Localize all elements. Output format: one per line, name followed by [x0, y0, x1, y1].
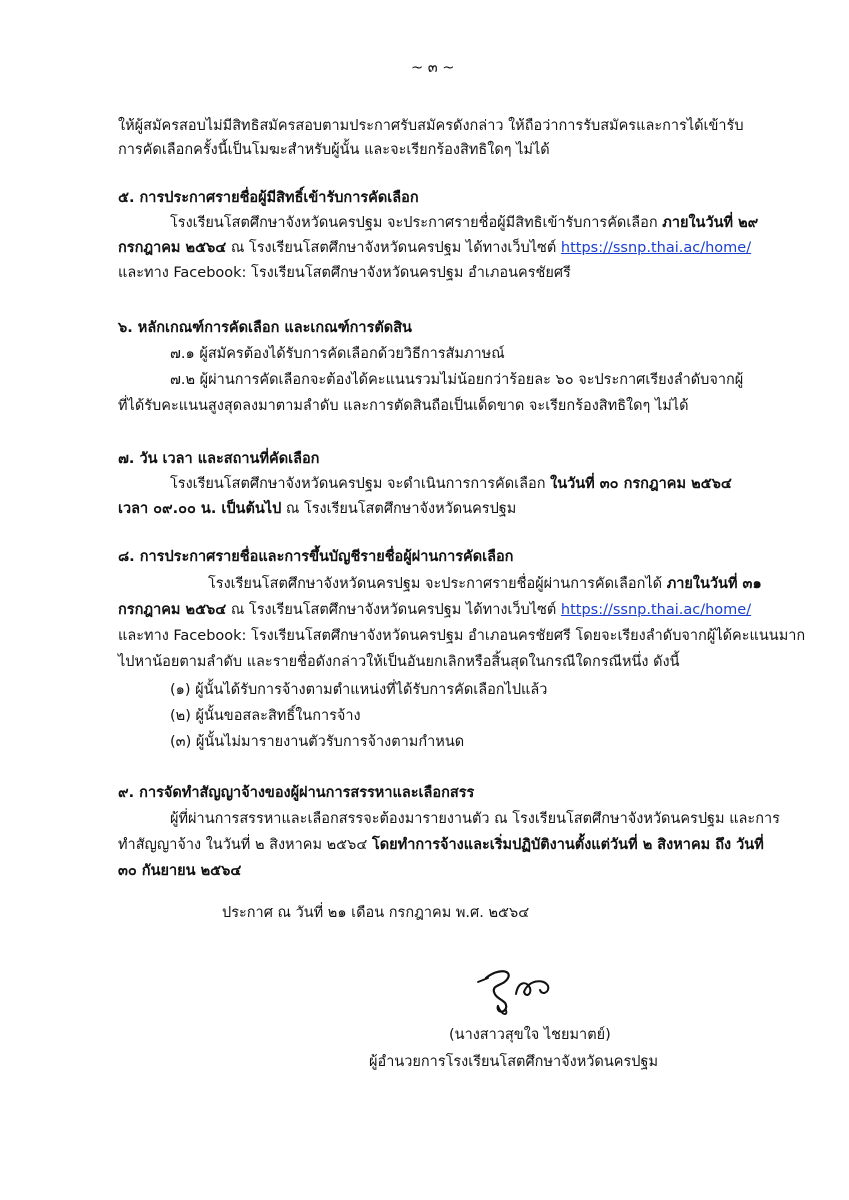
section-9-heading: ๙. การจัดทำสัญญาจ้างของผู้ผ่านการสรรหาและเลือกสรร	[118, 785, 475, 801]
section-8-line-3: และทาง Facebook: โรงเรียนโสตศึกษาจังหวัดนครปฐม อำเภอนครชัยศรี โดยจะเรียงลำดับจากผู้ได้คะแนนมาก	[118, 628, 806, 644]
section-6-item-1: ๗.๑ ผู้สมัครต้องได้รับการคัดเลือกด้วยวิธีการสัมภาษณ์	[170, 346, 505, 362]
section-7-line-2	[118, 499, 516, 519]
section-8-condition-3: (๓) ผู้นั้นไม่มารายงานตัวรับการจ้างตามกำหนด	[170, 734, 465, 750]
section-5-line-3: และทาง Facebook: โรงเรียนโสตศึกษาจังหวัดนครปฐม อำเภอนครชัยศรี	[118, 265, 571, 281]
section-7-text: โรงเรียนโสตศึกษาจังหวัดนครปฐม จะดำเนินการการคัดเลือก	[170, 476, 551, 492]
section-9-line-1: ผู้ที่ผ่านการสรรหาและเลือกสรรจะต้องมารายงานตัว ณ โรงเรียนโสตศึกษาจังหวัดนครปฐม และการ	[170, 811, 780, 827]
section-8-condition-1: (๑) ผู้นั้นได้รับการจ้างตามตำแหน่งที่ได้รับการคัดเลือกไปแล้ว	[170, 682, 548, 698]
section-8-month-bold: กรกฎาคม ๒๕๖๔	[118, 602, 227, 618]
intro-line-2: การคัดเลือกครั้งนี้เป็นโมฆะสำหรับผู้นั้น และจะเรียกร้องสิทธิใดๆ ไม่ได้	[118, 142, 550, 158]
section-5-heading: ๕. การประกาศรายชื่อผู้มีสิทธิ์เข้ารับการคัดเลือก	[118, 190, 419, 206]
section-5-text-2: ณ โรงเรียนโสตศึกษาจังหวัดนครปฐม ได้ทางเว็บไซต์	[226, 240, 561, 256]
signatory-name: (นางสาวสุขใจ ไชยมาตย์)	[449, 1027, 611, 1043]
section-8-line-1	[208, 574, 762, 594]
section-8-line-4: ไปหาน้อยตามลำดับ และรายชื่อดังกล่าวให้เป็นอันยกเลิกหรือสิ้นสุดในกรณีใดกรณีหนึ่ง ดังนี้	[118, 654, 680, 670]
section-8-condition-2: (๒) ผู้นั้นขอสละสิทธิ์ในการจ้าง	[170, 708, 361, 724]
section-8-heading: ๘. การประกาศรายชื่อและการขึ้นบัญชีรายชื่อผู้ผ่านการคัดเลือก	[118, 549, 514, 565]
section-7-heading: ๗. วัน เวลา และสถานที่คัดเลือก	[118, 451, 320, 467]
section-5-line-2	[118, 238, 751, 258]
section-8-text: โรงเรียนโสตศึกษาจังหวัดนครปฐม จะประกาศรายชื่อผู้ผ่านการคัดเลือกได้	[208, 576, 667, 592]
section-8-line-2	[118, 600, 751, 620]
section-5-month-bold: กรกฎาคม ๒๕๖๔	[118, 240, 227, 256]
signatory-position: ผู้อำนวยการโรงเรียนโสตศึกษาจังหวัดนครปฐม	[369, 1054, 659, 1070]
section-7-venue: ณ โรงเรียนโสตศึกษาจังหวัดนครปฐม	[281, 501, 517, 517]
section-9-text: ทำสัญญาจ้าง ในวันที่ ๒ สิงหาคม ๒๕๖๔	[118, 837, 372, 853]
intro-line-1: ให้ผู้สมัครสอบไม่มีสิทธิสมัครสอบตามประกาศรับสมัครดังกล่าว ให้ถือว่าการรับสมัครและการได้เข้ารับ	[118, 118, 744, 134]
section-6-heading: ๖. หลักเกณฑ์การคัดเลือก และเกณฑ์การตัดสิน	[118, 320, 412, 336]
announcement-date: ประกาศ ณ วันที่ ๒๑ เดือน กรกฎาคม พ.ศ. ๒๕๖๔	[222, 905, 530, 921]
section-8-website-link[interactable]: https://ssnp.thai.ac/home/	[560, 602, 752, 618]
handwritten-signature	[468, 960, 568, 1020]
section-5-text: โรงเรียนโสตศึกษาจังหวัดนครปฐม จะประกาศรายชื่อผู้มีสิทธิเข้ารับการคัดเลือก	[170, 215, 663, 231]
section-9-employment-bold: โดยทำการจ้างและเริ่มปฏิบัติงานตั้งแต่วันที่ ๒ สิงหาคม ถึง วันที่	[371, 837, 764, 853]
section-5-website-link[interactable]: https://ssnp.thai.ac/home/	[560, 240, 752, 256]
section-9-line-2	[118, 835, 764, 855]
section-8-text-2: ณ โรงเรียนโสตศึกษาจังหวัดนครปฐม ได้ทางเว็บไซต์	[226, 602, 561, 618]
section-6-item-2-cont: ที่ได้รับคะแนนสูงสุดลงมาตามลำดับ และการตัดสินถือเป็นเด็ดขาด จะเรียกร้องสิทธิใดๆ ไม่ได้	[118, 398, 689, 414]
section-5-date-bold: ภายในวันที่ ๒๙	[662, 215, 759, 231]
section-8-date-bold: ภายในวันที่ ๓๑	[666, 576, 762, 592]
section-7-date-bold: ในวันที่ ๓๐ กรกฎาคม ๒๕๖๔	[550, 476, 732, 492]
section-7-time-bold: เวลา ๐๙.๐๐ น. เป็นต้นไป	[118, 501, 282, 517]
section-9-line-3: ๓๐ กันยายน ๒๕๖๔	[118, 863, 242, 879]
section-6-item-2: ๗.๒ ผู้ผ่านการคัดเลือกจะต้องได้คะแนนรวมไม่น้อยกว่าร้อยละ ๖๐ จะประกาศเรียงลำดับจากผู้	[170, 372, 744, 388]
section-7-line-1	[170, 474, 732, 494]
page-number: ~ ๓ ~	[411, 60, 455, 76]
section-5-line-1	[170, 213, 758, 233]
